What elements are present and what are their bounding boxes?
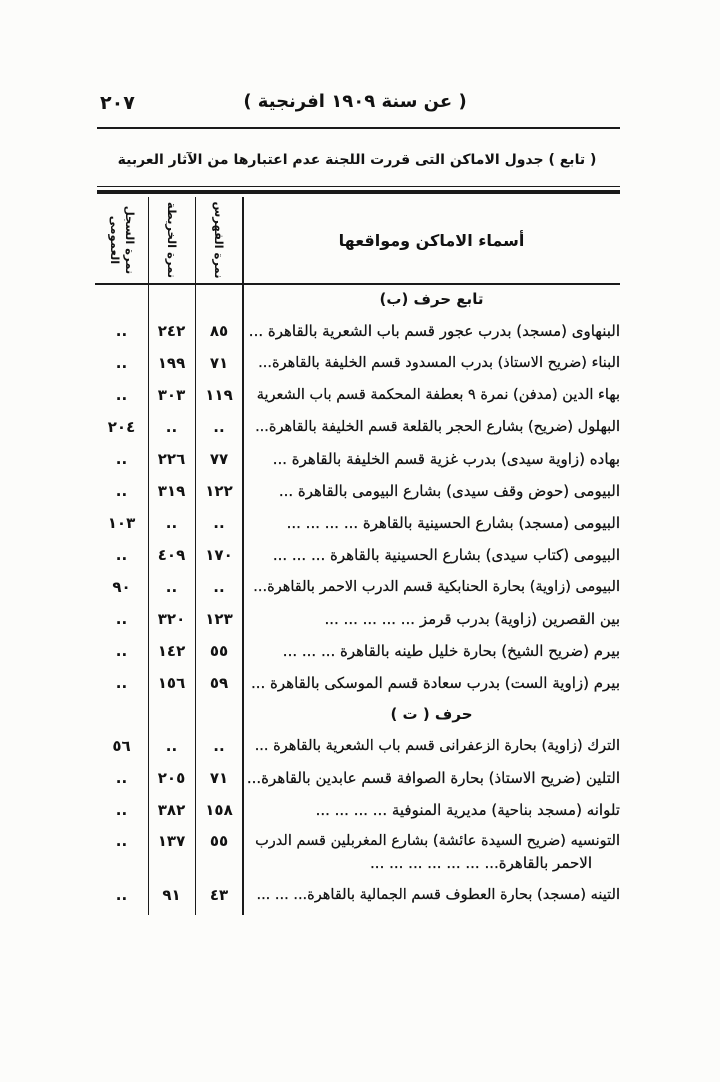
column-header-register-label: نمرة السجل العمومى — [107, 205, 137, 275]
map-number-cell: ٢٠٥ — [157, 769, 186, 787]
map-number-cell: ٣٢٠ — [157, 610, 186, 628]
place-name-cell — [243, 379, 620, 411]
place-name: البيومى (مسجد) بشارع الحسينية بالقاهرة ... ... ... ... — [286, 514, 620, 532]
place-name: البنهاوى (مسجد) بدرب عجور قسم باب الشعرية بالقاهرة ... — [248, 322, 620, 340]
index-number-cell: ٥٥ — [209, 642, 229, 660]
place-name: التينه (مسجد) بحارة العطوف قسم الجمالية بالقاهرة... ... ... — [256, 887, 620, 903]
empty-cell — [95, 699, 148, 730]
table-row — [95, 603, 620, 635]
place-name: البيومى (حوض وقف سيدى) بشارع البيومى بالقاهرة ... — [278, 482, 620, 500]
place-name-cell — [243, 475, 620, 507]
index-number-cell: ١٧٠ — [205, 546, 233, 564]
table-row — [95, 794, 620, 826]
register-number-cell: .. — [115, 674, 128, 692]
index-number-cell: ١١٩ — [205, 386, 233, 404]
index-number-cell: ٧٧ — [209, 450, 229, 468]
table-row — [95, 879, 620, 911]
place-name: تلوانه (مسجد بناحية) مديرية المنوفية ... ... ... ... — [315, 801, 620, 819]
map-number-cell: ١٤٢ — [157, 642, 186, 660]
place-name-cell — [243, 730, 620, 762]
table-row — [95, 507, 620, 539]
register-number-cell: .. — [115, 610, 128, 628]
running-head: ( عن سنة ١٩٠٩ افرنجية ) — [243, 91, 467, 112]
register-number-cell: ٩٠ — [112, 578, 131, 596]
map-number-cell: ١٣٧ — [157, 832, 186, 850]
section-heading: تابع حرف (ب) — [379, 290, 484, 308]
register-number-cell: .. — [115, 482, 128, 500]
page-number: ٢٠٧ — [100, 92, 135, 114]
map-number-cell: ١٩٩ — [157, 354, 186, 372]
map-number-cell: .. — [165, 418, 178, 436]
place-name-cell — [243, 507, 620, 539]
index-number-cell: ٨٥ — [209, 322, 229, 340]
register-number-cell: ١٠٣ — [107, 514, 136, 532]
table-row — [95, 762, 620, 794]
register-number-cell: .. — [115, 642, 128, 660]
index-number-cell: .. — [213, 737, 225, 755]
index-number-cell: ٤٣ — [209, 886, 229, 904]
empty-cell — [148, 699, 195, 730]
place-name-cell — [243, 762, 620, 794]
register-number-cell: .. — [115, 769, 128, 787]
index-number-cell: .. — [213, 578, 225, 596]
map-number-cell: ٤٠٩ — [157, 546, 186, 564]
place-name-cell — [243, 571, 620, 603]
table-body — [95, 284, 620, 911]
table-row — [95, 315, 620, 347]
register-number-cell: .. — [115, 450, 128, 468]
register-number-cell: .. — [115, 832, 128, 850]
title-rule-thin — [97, 186, 620, 187]
map-number-cell: .. — [165, 514, 178, 532]
place-name: البناء (ضريح الاستاذ) بدرب المسدود قسم الخليفة بالقاهرة... — [258, 355, 620, 371]
section-heading: حرف ( ت ) — [390, 705, 473, 723]
map-number-cell: ٢٢٦ — [157, 450, 186, 468]
place-name-cell — [243, 411, 620, 443]
map-number-cell: ٣٠٣ — [157, 386, 186, 404]
column-header-index — [195, 197, 243, 283]
places-table — [95, 197, 620, 915]
register-number-cell: .. — [115, 801, 128, 819]
register-number-cell: .. — [115, 546, 128, 564]
register-number-cell: .. — [115, 886, 128, 904]
map-number-cell: ٩١ — [162, 886, 181, 904]
index-number-cell: .. — [213, 514, 225, 532]
column-header-map-label: نمرة الخريطة — [165, 201, 179, 279]
table-header — [95, 197, 620, 283]
table-row — [95, 411, 620, 443]
register-number-cell: ٢٠٤ — [107, 418, 136, 436]
index-number-cell: ١٢٢ — [205, 482, 233, 500]
register-number-cell: .. — [115, 386, 128, 404]
register-number-cell: .. — [115, 354, 128, 372]
place-name: التلين (ضريح الاستاذ) بحارة الصوافة قسم عابدين بالقاهرة... — [247, 769, 620, 787]
place-name: البيومى (زاوية) بحارة الحنابكية قسم الدرب الاحمر بالقاهرة... — [253, 579, 620, 595]
place-name-cell — [243, 443, 620, 475]
place-name-cell — [243, 315, 620, 347]
place-name: بهاده (زاوية سيدى) بدرب غزية قسم الخليفة بالقاهرة ... — [272, 450, 620, 468]
section-heading-row — [95, 284, 620, 315]
table-title: ( تابع ) جدول الاماكن التى قررت اللجنة عدم اعتبارها من الآثار العربية — [117, 152, 597, 168]
place-name: البيومى (كتاب سيدى) بشارع الحسينية بالقاهرة ... ... ... — [272, 546, 620, 564]
empty-cell — [195, 284, 243, 315]
section-heading-row — [95, 699, 620, 730]
map-number-cell: ١٥٦ — [157, 674, 186, 692]
index-number-cell: ٥٥ — [209, 832, 229, 850]
header-rule — [97, 127, 620, 129]
map-number-cell: .. — [165, 578, 178, 596]
place-name-cell — [243, 347, 620, 379]
place-name: بيرم (زاوية الست) بدرب سعادة قسم الموسكى بالقاهرة ... — [250, 674, 620, 692]
map-number-cell: ٣١٩ — [157, 482, 186, 500]
place-name: بين القصرين (زاوية) بدرب قرمز ... ... ... ... ... — [324, 610, 620, 628]
place-name: بهاء الدين (مدفن) نمرة ٩ بعطفة المحكمة قسم باب الشعرية — [256, 387, 620, 403]
index-number-cell: ١٢٣ — [205, 610, 233, 628]
table-row — [95, 379, 620, 411]
column-header-map — [148, 197, 195, 283]
place-name-cell — [243, 603, 620, 635]
table-row — [95, 571, 620, 603]
place-name-cell — [243, 539, 620, 571]
table-row — [95, 443, 620, 475]
table-row — [95, 730, 620, 762]
table-row — [95, 826, 620, 879]
register-number-cell: ٥٦ — [112, 737, 131, 755]
place-name: الاحمر بالقاهرة... ... ... ... ... ... ... — [370, 854, 592, 872]
place-name-cell — [243, 826, 620, 879]
title-rule-thick — [97, 190, 620, 194]
map-number-cell: .. — [165, 737, 178, 755]
place-name-cell — [243, 667, 620, 699]
table-row — [95, 475, 620, 507]
place-name: البهلول (ضريح) بشارع الحجر بالقلعة قسم الخليفة بالقاهرة... — [255, 419, 620, 435]
empty-cell — [195, 699, 243, 730]
index-number-cell: .. — [213, 418, 225, 436]
column-header-name: أسماء الاماكن ومواقعها — [338, 230, 525, 250]
place-name: بيرم (ضريح الشيخ) بحارة خليل طينه بالقاهرة ... ... ... — [282, 642, 620, 660]
table-row — [95, 667, 620, 699]
index-number-cell: ١٥٨ — [205, 801, 233, 819]
table-row — [95, 347, 620, 379]
map-number-cell: ٢٤٢ — [157, 322, 186, 340]
index-number-cell: ٥٩ — [209, 674, 229, 692]
index-number-cell: ٧١ — [209, 769, 229, 787]
index-number-cell: ٧١ — [209, 354, 229, 372]
map-number-cell: ٣٨٢ — [157, 801, 186, 819]
place-name-cell — [243, 635, 620, 667]
table-row — [95, 539, 620, 571]
column-header-index-label: نمرة الفهرس — [212, 201, 227, 279]
place-name-cell — [243, 794, 620, 826]
empty-cell — [95, 284, 148, 315]
place-name: الترك (زاوية) بحارة الزعفرانى قسم باب الشعرية بالقاهرة ... — [254, 738, 620, 754]
table-row — [95, 635, 620, 667]
column-header-register — [95, 197, 148, 283]
place-name-cell — [243, 879, 620, 911]
register-number-cell: .. — [115, 322, 128, 340]
empty-cell — [148, 284, 195, 315]
place-name: التونسيه (ضريح السيدة عائشة) بشارع المغربلين قسم الدرب — [255, 833, 620, 849]
